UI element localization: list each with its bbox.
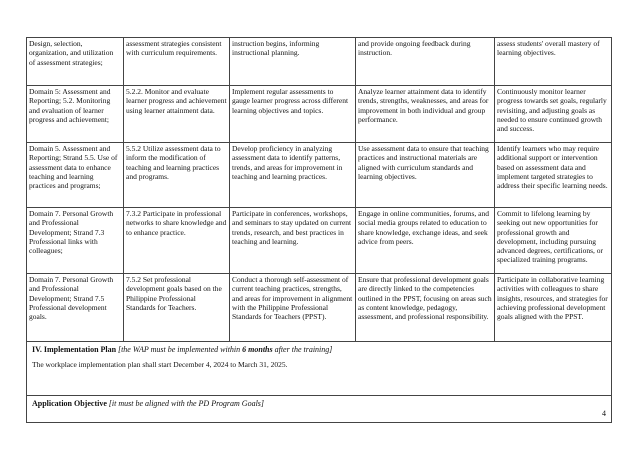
- outcome-cell: Use assessment data to ensure that teaching practices and instructional materials are aligned with curriculum standards and learning objectives.: [356, 143, 495, 208]
- application-objective-cell: [27, 396, 612, 423]
- indicator-cell: Participate in collaborative learning activities with colleagues to share insights, resources, and strategies for achieving professional development goals aligned with the PPST.: [495, 274, 612, 342]
- table-row: [27, 208, 612, 274]
- development-plan-table: [26, 37, 612, 423]
- implementation-plan-note: [the WAP must be implemented within 6 months after the training]: [117, 345, 333, 354]
- objective-cell: assessment strategies consistent with curriculum requirements.: [124, 38, 230, 86]
- implementation-plan-row: [27, 342, 612, 396]
- domain-cell: Design, selection, organization, and utilization of assessment strategies;: [27, 38, 124, 86]
- document-page: [26, 37, 611, 423]
- outcome-cell: Engage in online communities, forums, and social media groups related to education to share knowledge, exchange ideas, and seek advice from peers.: [356, 208, 495, 274]
- activities-cell: instruction begins, informing instructional planning.: [230, 38, 356, 86]
- domain-cell: Domain 7. Personal Growth and Professional Development; Strand 7.3 Professional links with colleagues;: [27, 208, 124, 274]
- activities-cell: Implement regular assessments to gauge learner progress across different learning objectives and topics.: [230, 86, 356, 143]
- indicator-cell: Continuously monitor learner progress towards set goals, regularly revisiting, and adjusting goals as needed to ensure continued growth and success.: [495, 86, 612, 143]
- domain-cell: Domain 5. Assessment and Reporting; Strand 5.5. Use of assessment data to enhance teaching and learning practices and programs;: [27, 143, 124, 208]
- implementation-plan-heading: IV. Implementation Plan: [32, 345, 117, 354]
- table-row: [27, 274, 612, 342]
- indicator-cell: assess students' overall mastery of learning objectives.: [495, 38, 612, 86]
- table-row: [27, 86, 612, 143]
- application-objective-note: [it must be aligned with the PD Program Goals]: [108, 399, 265, 408]
- implementation-plan-text: The workplace implementation plan shall start December 4, 2024 to March 31, 2025.: [32, 360, 288, 370]
- objective-cell: 5.5.2 Utilize assessment data to inform the modification of teaching and learning practices and programs.: [124, 143, 230, 208]
- objective-cell: 5.2.2. Monitor and evaluate learner progress and achievement using learner attainment data.: [124, 86, 230, 143]
- table-row: [27, 38, 612, 86]
- indicator-cell: Identify learners who may require additional support or intervention based on assessment data and implement targeted strategies to address their specific learning needs.: [495, 143, 612, 208]
- application-objective-row: [27, 396, 612, 423]
- table-row: [27, 143, 612, 208]
- domain-cell: Domain 7. Personal Growth and Professional Development; Strand 7.5 Professional development goals.: [27, 274, 124, 342]
- outcome-cell: Analyze learner attainment data to identify trends, strengths, weaknesses, and areas for improvement in both individual and group performance.: [356, 86, 495, 143]
- application-objective-heading: Application Objective: [32, 399, 107, 408]
- outcome-cell: Ensure that professional development goals are directly linked to the competencies outlined in the PPST, focusing on areas such as content knowledge, pedagogy, assessment, and professional responsibility.: [356, 274, 495, 342]
- outcome-cell: and provide ongoing feedback during instruction.: [356, 38, 495, 86]
- objective-cell: 7.3.2 Participate in professional networks to share knowledge and to enhance practice.: [124, 208, 230, 274]
- objective-cell: 7.5.2 Set professional development goals based on the Philippine Professional Standards for Teachers.: [124, 274, 230, 342]
- activities-cell: Conduct a thorough self-assessment of current teaching practices, strengths, and areas for improvement in alignment with the Philippine Professional Standards for Teachers (PPST).: [230, 274, 356, 342]
- domain-cell: Domain 5: Assessment and Reporting; 5.2. Monitoring and evaluation of learner progress and achievement;: [27, 86, 124, 143]
- indicator-cell: Commit to lifelong learning by seeking out new opportunities for professional growth and development, including pursuing advanced degrees, certifications, or specialized training programs.: [495, 208, 612, 274]
- page-number: 4: [602, 409, 606, 418]
- activities-cell: Develop proficiency in analyzing assessment data to identify patterns, trends, and areas for improvement in teaching and learning practices.: [230, 143, 356, 208]
- implementation-plan-cell: [27, 342, 612, 396]
- activities-cell: Participate in conferences, workshops, and seminars to stay updated on current trends, research, and best practices in teaching and learning.: [230, 208, 356, 274]
